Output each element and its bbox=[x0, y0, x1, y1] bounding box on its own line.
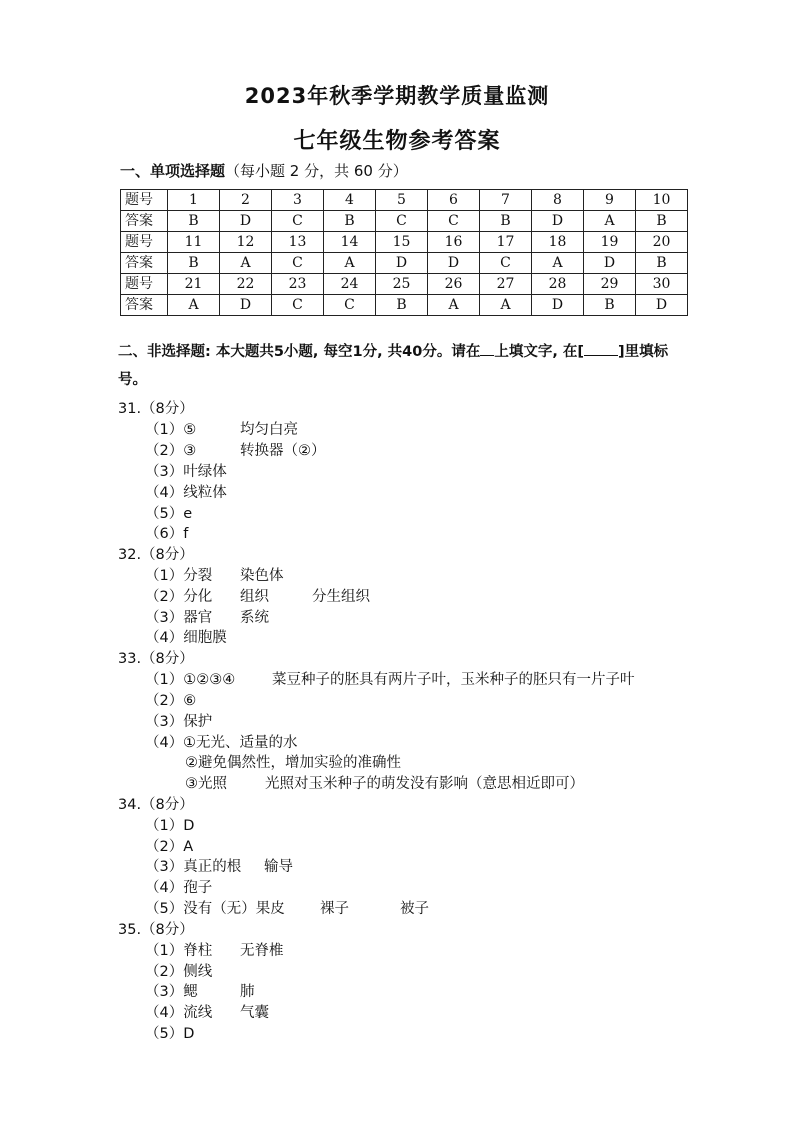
row-label: 答案 bbox=[121, 211, 168, 232]
question-number-cell: 10 bbox=[636, 190, 688, 211]
question-number-cell: 1 bbox=[168, 190, 220, 211]
question-number-cell: 11 bbox=[168, 232, 220, 253]
question-number-cell: 21 bbox=[168, 274, 220, 295]
answer-text: 输导 bbox=[264, 859, 293, 875]
answer-line: （6）f bbox=[145, 526, 189, 542]
question-number-cell: 22 bbox=[220, 274, 272, 295]
row-label: 题号 bbox=[121, 274, 168, 295]
row-label: 题号 bbox=[121, 190, 168, 211]
question-heading: 31.（8分） bbox=[118, 401, 194, 417]
answer-cell: B bbox=[376, 295, 428, 316]
answer-cell: C bbox=[272, 253, 324, 274]
answer-text: 被子 bbox=[400, 901, 429, 917]
question-number-cell: 9 bbox=[584, 190, 636, 211]
section2-text-3: ]里填标 bbox=[618, 344, 669, 360]
answer-cell: A bbox=[480, 295, 532, 316]
question-heading: 34.（8分） bbox=[118, 797, 194, 813]
answer-item: （2）分化 bbox=[145, 589, 213, 605]
answer-text: 气囊 bbox=[240, 1005, 269, 1021]
question-number-cell: 8 bbox=[532, 190, 584, 211]
question-number-cell: 3 bbox=[272, 190, 324, 211]
question-number-cell: 23 bbox=[272, 274, 324, 295]
question-number-cell: 20 bbox=[636, 232, 688, 253]
answer-cell: D bbox=[636, 295, 688, 316]
question-heading: 35.（8分） bbox=[118, 922, 194, 938]
question-number-cell: 7 bbox=[480, 190, 532, 211]
answer-text: 转换器（②） bbox=[240, 443, 326, 459]
answer-item: ③光照 bbox=[185, 776, 227, 792]
section2-text-4: 号。 bbox=[118, 372, 147, 388]
row-label: 答案 bbox=[121, 253, 168, 274]
question-number-cell: 12 bbox=[220, 232, 272, 253]
answer-item: （4）流线 bbox=[145, 1005, 213, 1021]
question-heading: 33.（8分） bbox=[118, 651, 194, 667]
answer-cell: D bbox=[584, 253, 636, 274]
section1-note: （每小题 2 分，共 60 分） bbox=[225, 162, 408, 180]
answer-cell: D bbox=[376, 253, 428, 274]
row-label: 题号 bbox=[121, 232, 168, 253]
answer-cell: C bbox=[480, 253, 532, 274]
question-number-cell: 14 bbox=[324, 232, 376, 253]
answer-cell: C bbox=[428, 211, 480, 232]
answer-line: （4）线粒体 bbox=[145, 485, 227, 501]
answer-item: （3）器官 bbox=[145, 610, 213, 626]
answer-text: ①无光、适量的水 bbox=[183, 735, 298, 751]
answer-cell: D bbox=[220, 295, 272, 316]
answer-cell: B bbox=[168, 211, 220, 232]
answer-text: 无脊椎 bbox=[240, 943, 284, 959]
answer-cell: C bbox=[272, 295, 324, 316]
section2-text-1: 二、非选择题: 本大题共5小题, 每空1分, 共40分。请在 bbox=[118, 344, 481, 360]
answer-cell: A bbox=[220, 253, 272, 274]
question-number-cell: 27 bbox=[480, 274, 532, 295]
answer-text: 染色体 bbox=[240, 568, 284, 584]
answer-item: （5）没有（无）果皮 bbox=[145, 901, 285, 917]
answer-line: （4）细胞膜 bbox=[145, 630, 227, 646]
answer-line: （4）孢子 bbox=[145, 880, 213, 896]
answer-line: （1）D bbox=[145, 818, 195, 834]
question-number-cell: 16 bbox=[428, 232, 480, 253]
answer-cell: B bbox=[584, 295, 636, 316]
answer-line: （2）A bbox=[145, 839, 194, 855]
answer-text: 系统 bbox=[240, 610, 269, 626]
question-number-cell: 4 bbox=[324, 190, 376, 211]
answer-item: （1）⑤ bbox=[145, 422, 197, 438]
section1-label: 一、单项选择题 bbox=[120, 162, 226, 180]
question-number-cell: 29 bbox=[584, 274, 636, 295]
question-number-row bbox=[121, 190, 688, 211]
answer-item: （3）真正的根 bbox=[145, 859, 242, 875]
answer-line: （5）D bbox=[145, 1026, 195, 1042]
question-number-cell: 13 bbox=[272, 232, 324, 253]
question-number-cell: 25 bbox=[376, 274, 428, 295]
answer-text: 分生组织 bbox=[312, 589, 370, 605]
answer-item: （1）脊柱 bbox=[145, 943, 213, 959]
answer-cell: B bbox=[324, 211, 376, 232]
answer-item: （1）分裂 bbox=[145, 568, 213, 584]
answer-cell: B bbox=[636, 211, 688, 232]
question-number-cell: 17 bbox=[480, 232, 532, 253]
answer-cell: A bbox=[532, 253, 584, 274]
answer-item: （2）③ bbox=[145, 443, 197, 459]
section1-heading bbox=[120, 160, 408, 181]
answer-text: 菜豆种子的胚具有两片子叶，玉米种子的胚只有一片子叶 bbox=[272, 672, 635, 688]
question-number-cell: 19 bbox=[584, 232, 636, 253]
answer-line: （5）e bbox=[145, 506, 193, 522]
answer-cell: A bbox=[168, 295, 220, 316]
answer-line: （3）保护 bbox=[145, 714, 213, 730]
answer-cell: C bbox=[324, 295, 376, 316]
answer-text: 肺 bbox=[240, 984, 255, 1000]
section2-text-2: 上填文字, 在[ bbox=[494, 344, 585, 360]
answer-text: 裸子 bbox=[320, 901, 349, 917]
question-number-cell: 6 bbox=[428, 190, 480, 211]
answer-item: （3）鳃 bbox=[145, 984, 198, 1000]
question-heading: 32.（8分） bbox=[118, 547, 194, 563]
question-number-row bbox=[121, 232, 688, 253]
answer-line: ②避免偶然性，增加实验的准确性 bbox=[185, 755, 401, 771]
answer-cell: B bbox=[480, 211, 532, 232]
answer-cell: A bbox=[584, 211, 636, 232]
question-number-cell: 30 bbox=[636, 274, 688, 295]
answer-cell: D bbox=[532, 295, 584, 316]
question-number-cell: 26 bbox=[428, 274, 480, 295]
answer-line: （2）侧线 bbox=[145, 964, 213, 980]
blank-underline bbox=[480, 341, 494, 356]
answer-cell: C bbox=[272, 211, 324, 232]
answer-cell: D bbox=[532, 211, 584, 232]
answer-item: （1）①②③④ bbox=[145, 672, 236, 688]
question-number-cell: 24 bbox=[324, 274, 376, 295]
answer-line: （3）叶绿体 bbox=[145, 464, 227, 480]
question-number-cell: 18 bbox=[532, 232, 584, 253]
document-title: 2023年秋季学期教学质量监测 bbox=[244, 84, 550, 108]
section2-heading bbox=[118, 338, 698, 394]
blank-bracket bbox=[584, 341, 618, 356]
question-number-row bbox=[121, 274, 688, 295]
question-number-cell: 5 bbox=[376, 190, 428, 211]
answer-cell: A bbox=[324, 253, 376, 274]
question-number-cell: 2 bbox=[220, 190, 272, 211]
answer-cell: A bbox=[428, 295, 480, 316]
answer-row bbox=[121, 253, 688, 274]
answer-table bbox=[120, 189, 688, 316]
answer-cell: D bbox=[428, 253, 480, 274]
answer-item: （4） bbox=[145, 735, 184, 751]
answer-cell: D bbox=[220, 211, 272, 232]
answer-cell: B bbox=[636, 253, 688, 274]
question-number-cell: 15 bbox=[376, 232, 428, 253]
answer-row bbox=[121, 295, 688, 316]
answer-cell: B bbox=[168, 253, 220, 274]
answer-text: 均匀白亮 bbox=[240, 422, 298, 438]
answer-cell: C bbox=[376, 211, 428, 232]
question-number-cell: 28 bbox=[532, 274, 584, 295]
answer-text: 光照对玉米种子的萌发没有影响（意思相近即可） bbox=[265, 776, 584, 792]
answer-row bbox=[121, 211, 688, 232]
answer-text: 组织 bbox=[240, 589, 269, 605]
document-subtitle: 七年级生物参考答案 bbox=[293, 129, 501, 154]
answer-line: （2）⑥ bbox=[145, 693, 197, 709]
row-label: 答案 bbox=[121, 295, 168, 316]
